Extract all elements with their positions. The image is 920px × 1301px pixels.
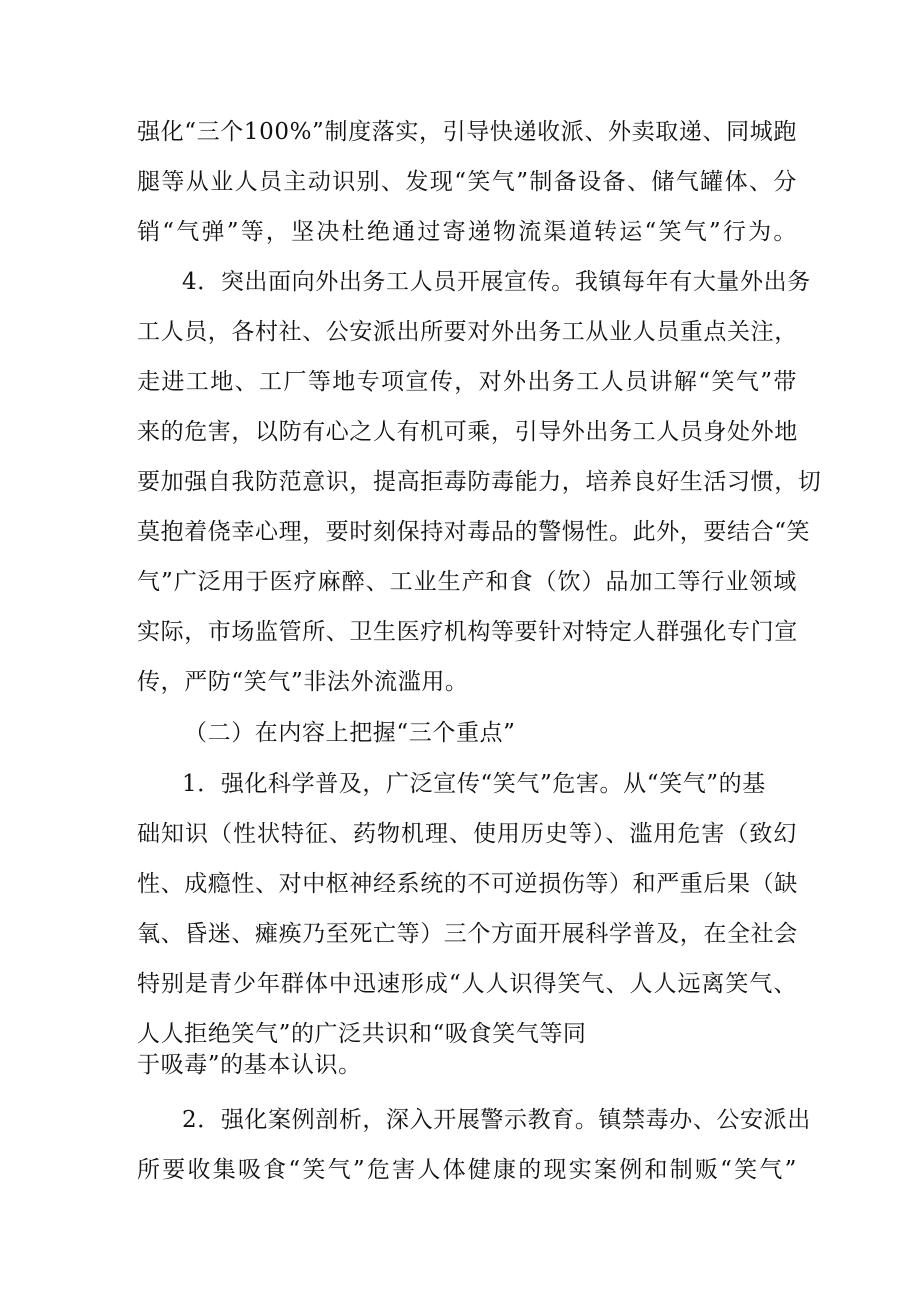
text-line-12: 传，严防“笑气”非法外流滥用。 [137, 669, 469, 695]
text-line-16: 性、成瘾性、对中枢神经系统的不可逆损伤等）和严重后果（缺 [137, 871, 798, 897]
text-line-18: 特别是青少年群体中迅速形成“人人识得笑气、人人远离笑气、 [137, 971, 797, 997]
text-line-2: 腿等从业人员主动识别、发现“笑气”制备设备、储气罐体、分 [137, 169, 797, 195]
text-line-19: 人人拒绝笑气”的广泛共识和“吸食笑气等同 [137, 1021, 587, 1047]
text-line-3: 销“气弹”等，坚决杜绝通过寄递物流渠道转运“笑气”行为。 [137, 219, 797, 245]
text-line-17: 氧、昏迷、瘫痪乃至死亡等）三个方面开展科学普及，在全社会 [137, 921, 798, 947]
paragraph-1-start: 1．强化科学普及，广泛宣传“笑气”危害。从“笑气”的基 [182, 771, 766, 797]
text-line-9: 莫抱着侥幸心理，要时刻保持对毒品的警惕性。此外，要结合“笑 [137, 519, 811, 545]
text-line-22: 所要收集吸食“笑气”危害人体健康的现实案例和制贩“笑气” [137, 1157, 797, 1183]
paragraph-4-start: 4．突出面向外出务工人员开展宣传。我镇每年有大量外出务 [182, 269, 811, 295]
section-heading-content: （二）在内容上把握“三个重点” [184, 720, 516, 746]
text-line-11: 实际，市场监管所、卫生医疗机构等要针对特定人群强化专门宣 [137, 619, 798, 645]
text-line-20: 于吸毒”的基本认识。 [137, 1052, 362, 1078]
paragraph-2-start: 2．强化案例剖析，深入开展警示教育。镇禁毒办、公安派出 [182, 1107, 811, 1133]
text-line-7: 来的危害，以防有心之人有机可乘，引导外出务工人员身处外地 [137, 419, 798, 445]
text-line-6: 走进工地、工厂等地专项宣传，对外出务工人员讲解“笑气”带 [137, 369, 797, 395]
text-line-8: 要加强自我防范意识，提高拒毒防毒能力，培养良好生活习惯，切 [137, 469, 822, 495]
text-line-10: 气”广泛用于医疗麻醉、工业生产和食（饮）品加工等行业领域 [137, 569, 797, 595]
text-line-15: 础知识（性状特征、药物机理、使用历史等）、滥用危害（致幻 [137, 821, 797, 847]
text-line-1: 强化“三个100%”制度落实，引导快递收派、外卖取递、同城跑 [137, 119, 797, 145]
text-line-5: 工人员，各村社、公安派出所要对外出务工从业人员重点关注， [137, 319, 798, 345]
